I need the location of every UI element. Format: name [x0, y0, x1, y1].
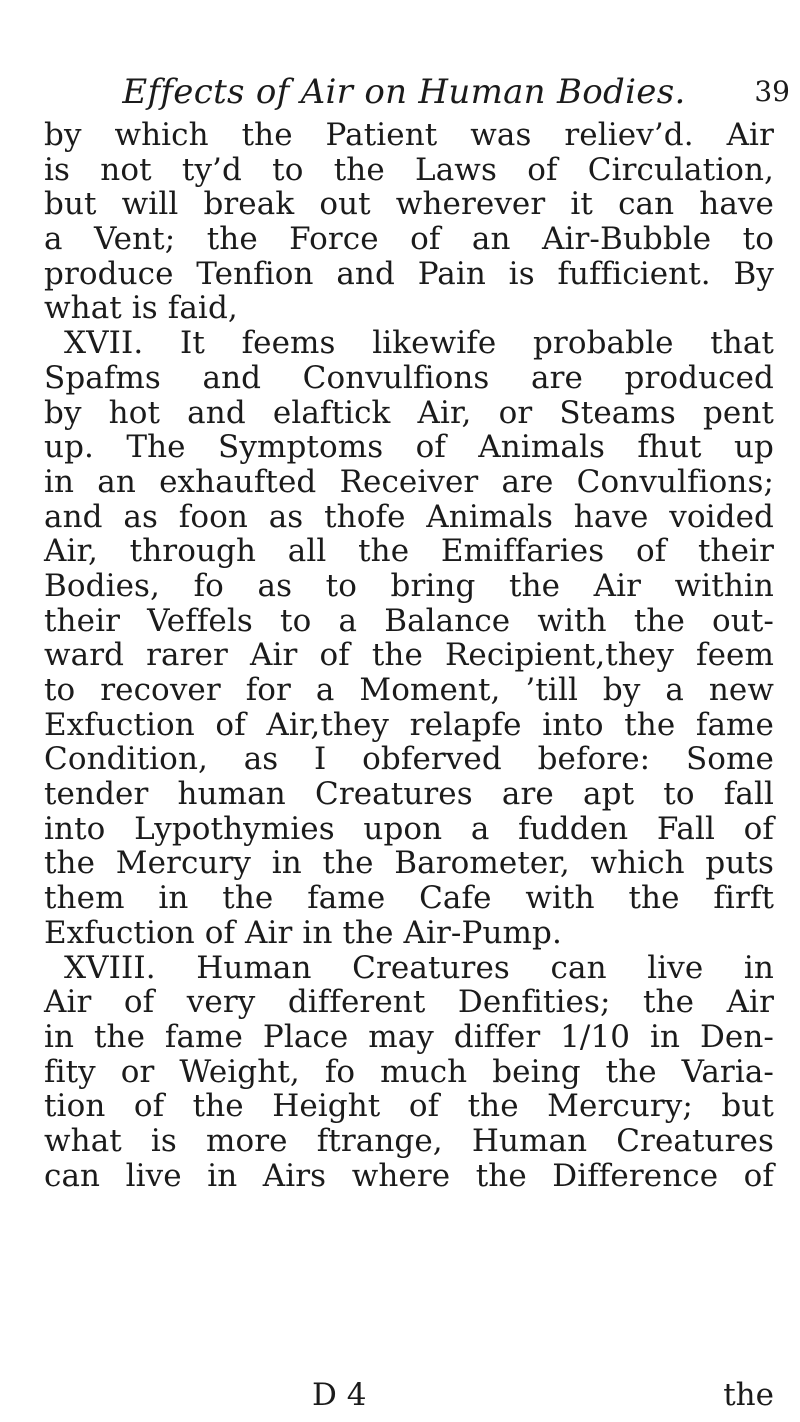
text-line-30: what is more ftrange, Human Creatures — [44, 1122, 774, 1159]
section-heading-xviii-line: XVIII. Human Creatures can live in — [64, 949, 774, 986]
text-line-19: Condition, as I obferved before: Some — [44, 741, 774, 778]
text-line-24: Exfuction of Air in the Air-Pump. — [44, 914, 562, 951]
signature-mark: D 4 — [312, 1377, 367, 1413]
catchline — [44, 1376, 774, 1414]
catchword: the — [723, 1377, 774, 1413]
page-number: 39 — [754, 75, 790, 108]
text-line-20: tender human Creatures are apt to fall — [44, 776, 774, 813]
text-line-10: up. The Symptoms of Animals fhut up — [44, 429, 774, 466]
running-head — [64, 64, 790, 120]
running-title: Effects of Air on Human Bodies. — [122, 72, 686, 112]
text-line-1: by which the Patient was reliev’d. Air — [44, 117, 774, 153]
text-line-5: produce Tenfion and Pain is fufficient. By — [44, 255, 774, 292]
text-line-3: but will break out wherever it can have — [44, 186, 774, 223]
text-line-8: Spafms and Convulfions are produced — [44, 359, 774, 396]
text-line-29: tion of the Height of the Mercury; but — [44, 1088, 774, 1125]
text-line-4: a Vent; the Force of an Air-Bubble to — [44, 221, 774, 258]
text-line-14: Bodies, fo as to bring the Air within — [44, 567, 774, 604]
text-line-12: and as foon as thofe Animals have voided — [44, 498, 774, 535]
text-line-6: what is faid, — [44, 290, 238, 327]
text-line-28: fity or Weight, fo much being the Varia- — [44, 1053, 774, 1090]
text-line-31: can live in Airs where the Difference of — [44, 1157, 774, 1194]
text-line-11: in an exhaufted Receiver are Convulfions; — [44, 463, 774, 500]
text-line-21: into Lypothymies upon a fudden Fall of — [44, 810, 774, 847]
text-line-15: their Veffels to a Balance with the out- — [44, 602, 774, 639]
text-line-26: Air of very different Denfities; the Air — [44, 984, 774, 1021]
text-line-17: to recover for a Moment, ’till by a new — [44, 672, 774, 708]
text-line-27: in the fame Place may differ 1/10 in Den- — [44, 1018, 774, 1055]
text-line-9: by hot and elaftick Air, or Steams pent — [44, 394, 774, 431]
text-line-22: the Mercury in the Barometer, which puts — [44, 845, 774, 882]
text-line-2: is not ty’d to the Laws of Circulation, — [44, 151, 774, 188]
section-heading-xvii-line: XVII. It feems likewife probable that — [64, 325, 774, 362]
text-line-18: Exfuction of Air,they relapfe into the fame — [44, 706, 774, 743]
text-line-23: them in the fame Cafe with the firft — [44, 880, 774, 917]
body-text — [44, 118, 774, 1193]
text-line-13: Air, through all the Emiffaries of their — [44, 533, 774, 570]
text-line-16: ward rarer Air of the Recipient,they feem — [44, 637, 774, 674]
